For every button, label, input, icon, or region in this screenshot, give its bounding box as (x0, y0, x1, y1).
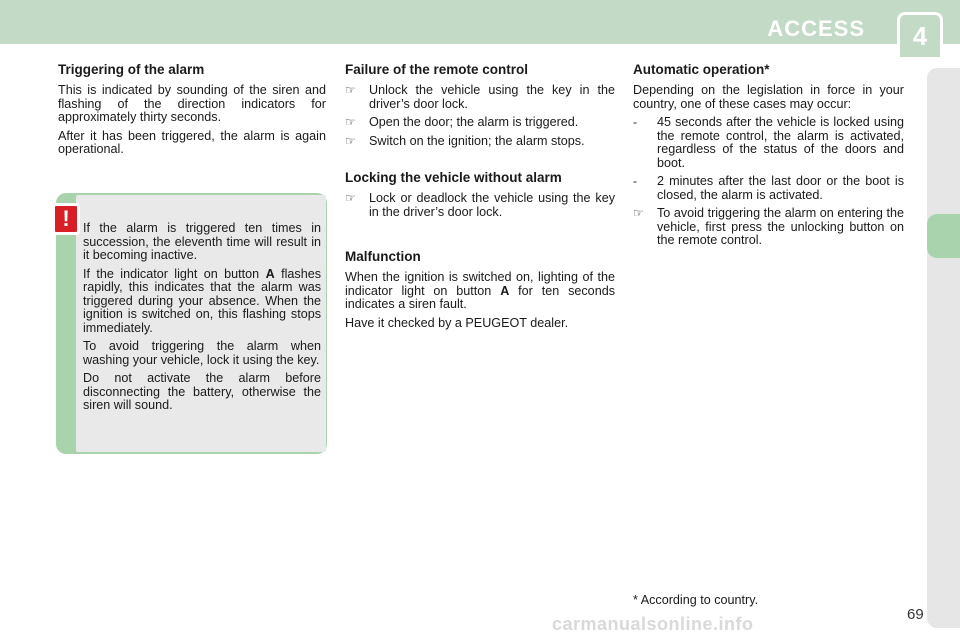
watermark: carmanualsonline.info (552, 614, 754, 634)
button-a-label: A (500, 283, 510, 298)
list-item: - 2 minutes after the last door or the boot is closed, the alarm is activated. (633, 174, 904, 202)
list-item: ☞ Lock or deadlock the vehicle using the key in the driver’s door lock. (345, 191, 615, 219)
failure-steps (345, 84, 615, 148)
side-chapter-rail (927, 68, 960, 628)
automatic-operation-section (633, 62, 904, 253)
page-number: 69 (907, 606, 924, 623)
list-item: ☞ Unlock the vehicle using the key in the driver’s door lock. (345, 83, 615, 111)
warning-paragraph: If the alarm is triggered ten times in succession, the eleventh time will result in it becoming inactive. (83, 221, 321, 262)
hand-pointer-icon: ☞ (345, 83, 356, 97)
warning-text (83, 222, 321, 418)
footnote: * According to country. (633, 593, 759, 607)
locking-title: Locking the vehicle without alarm (345, 170, 562, 185)
triggering-paragraph: This is indicated by sounding of the siren and flashing of the direction indicators for approximately thirty seconds. (58, 83, 326, 124)
hand-pointer-icon: ☞ (633, 206, 644, 220)
warning-paragraph: Do not activate the alarm before disconnecting the battery, otherwise the siren will sound. (83, 371, 321, 412)
automatic-cases (633, 116, 904, 248)
list-item: ☞ To avoid triggering the alarm on entering the vehicle, first press the unlocking button on the remote control. (633, 206, 904, 247)
triggering-paragraph: After it has been triggered, the alarm is again operational. (58, 128, 326, 156)
list-item: - 45 seconds after the vehicle is locked using the remote control, the alarm is activated, regardless of the status of the doors and boot. (633, 115, 904, 170)
failure-title: Failure of the remote control (345, 62, 529, 77)
list-item: ☞ Switch on the ignition; the alarm stops. (345, 133, 585, 148)
warning-exclamation-icon: ! (52, 203, 80, 235)
hand-pointer-icon: ☞ (345, 133, 356, 148)
warning-paragraph: To avoid triggering the alarm when washing your vehicle, lock it using the key. (83, 339, 321, 367)
remote-failure-section (345, 62, 615, 335)
hand-pointer-icon: ☞ (345, 115, 356, 129)
triggering-title: Triggering of the alarm (58, 62, 205, 77)
list-item: ☞ Open the door; the alarm is triggered. (345, 115, 579, 129)
automatic-intro: Depending on the legislation in force in your country, one of these cases may occur: (633, 83, 904, 111)
side-chapter-rail-active (927, 214, 960, 258)
hand-pointer-icon: ☞ (345, 191, 356, 205)
locking-steps (345, 192, 615, 219)
malfunction-title: Malfunction (345, 249, 421, 264)
triggering-section (58, 62, 326, 162)
malfunction-paragraph: Have it checked by a PEUGEOT dealer. (345, 315, 569, 330)
malfunction-paragraph: When the ignition is switched on, lighting of the indicator light on button A for ten seconds indicates a siren fault. (345, 270, 615, 311)
chapter-number-tab: 4 (897, 12, 943, 57)
warning-paragraph: If the indicator light on button A flashes rapidly, this indicates that the alarm was triggered during your absence. When the ignition is switched on, this flashing stops immediately. (83, 266, 321, 335)
automatic-title: Automatic operation* (633, 62, 770, 77)
button-a-label: A (265, 266, 275, 281)
section-title: ACCESS (767, 16, 865, 41)
